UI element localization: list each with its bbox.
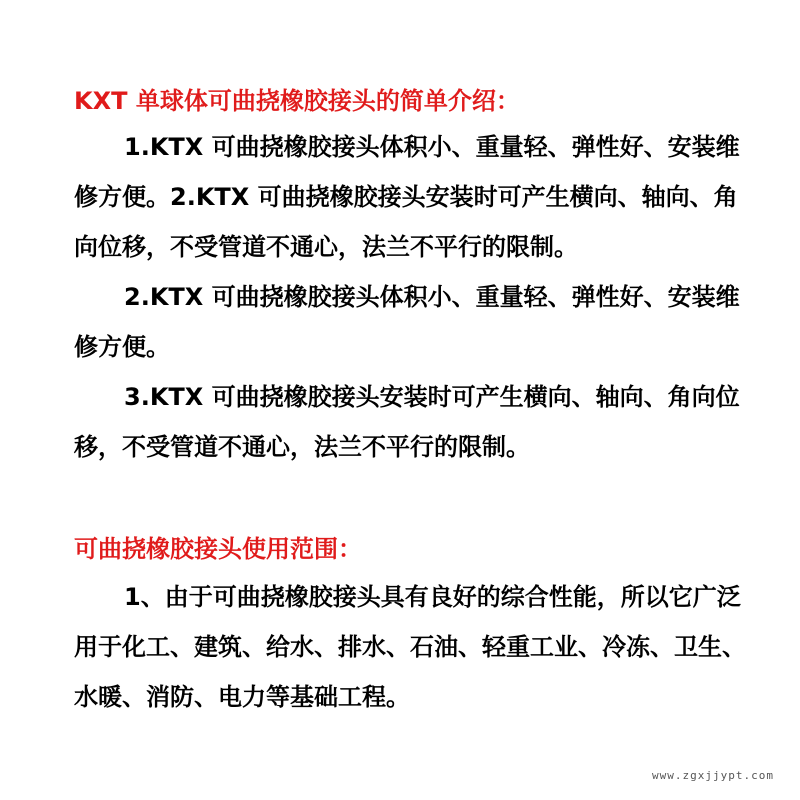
intro-paragraph-1: 1.KTX 可曲挠橡胶接头体积小、重量轻、弹性好、安装维修方便。2.KTX 可曲挠橡胶接头安装时可产生横向、轴向、角向位移，不受管道不通心，法兰不平行的限制。 [74,133,740,261]
usage-paragraph-1: 1、由于可曲挠橡胶接头具有良好的综合性能，所以它广泛用于化工、建筑、给水、排水、石油、轻重工业、冷冻、卫生、水暖、消防、电力等基础工程。 [74,583,746,711]
intro-paragraph-2: 2.KTX 可曲挠橡胶接头体积小、重量轻、弹性好、安装维修方便。 [74,283,740,361]
site-watermark: www.zgxjjypt.com [652,769,774,782]
intro-paragraph-3: 3.KTX 可曲挠橡胶接头安装时可产生横向、轴向、角向位移，不受管道不通心，法兰不平行的限制。 [74,383,740,461]
intro-section-heading: KXT 单球体可曲挠橡胶接头的简单介绍： [74,87,520,115]
usage-section-heading: 可曲挠橡胶接头使用范围： [74,535,362,563]
